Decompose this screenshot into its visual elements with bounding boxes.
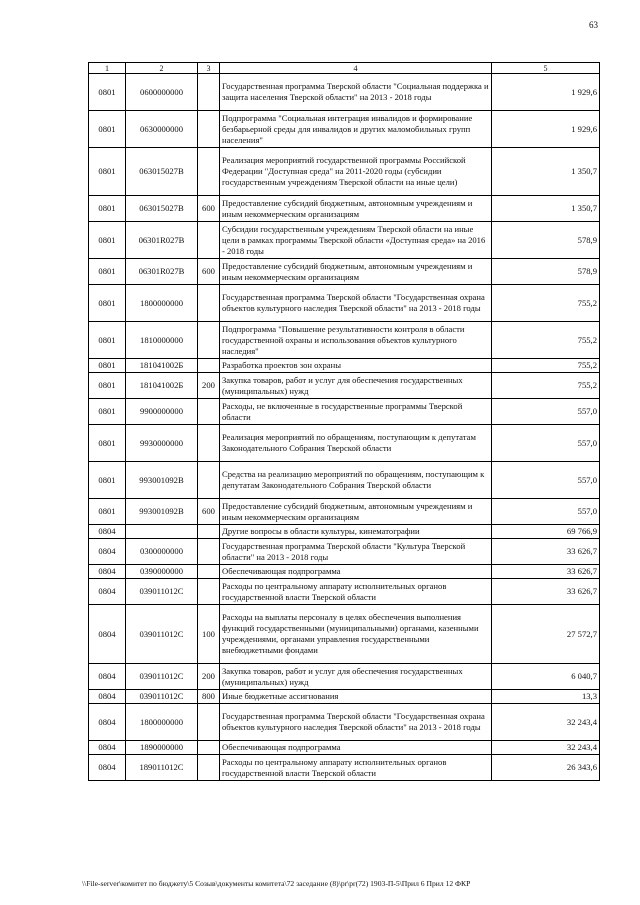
description-cell: Предоставление субсидий бюджетным, автономным учреждениям и иным некоммерческим организациям (220, 499, 492, 525)
target-article-cell: 993001092В (126, 462, 198, 499)
table-row (89, 399, 600, 425)
budget-table (88, 62, 600, 781)
table-row (89, 322, 600, 359)
expense-type-cell (198, 399, 220, 425)
description-cell: Закупка товаров, работ и услуг для обеспечения государственных (муниципальных) нужд (220, 664, 492, 690)
amount-cell: 557,0 (492, 499, 600, 525)
table-row (89, 704, 600, 741)
section-code-cell: 0804 (89, 664, 126, 690)
header-col-4: 4 (220, 63, 492, 74)
section-code-cell: 0804 (89, 704, 126, 741)
header-col-3: 3 (198, 63, 220, 74)
description-cell: Государственная программа Тверской области "Государственная охрана объектов культурного наследия Тверской области" на 2013 - 2018 годы (220, 704, 492, 741)
description-cell: Другие вопросы в области культуры, кинематографии (220, 525, 492, 539)
description-cell: Иные бюджетные ассигнования (220, 690, 492, 704)
description-cell: Государственная программа Тверской области "Культура Тверской области" на 2013 - 2018 годы (220, 539, 492, 565)
amount-cell: 755,2 (492, 322, 600, 359)
table-row (89, 664, 600, 690)
amount-cell: 32 243,4 (492, 704, 600, 741)
target-article-cell: 189011012С (126, 755, 198, 781)
section-code-cell: 0801 (89, 322, 126, 359)
section-code-cell: 0804 (89, 525, 126, 539)
target-article-cell: 1890000000 (126, 741, 198, 755)
expense-type-cell: 600 (198, 499, 220, 525)
section-code-cell: 0804 (89, 565, 126, 579)
section-code-cell: 0804 (89, 741, 126, 755)
amount-cell: 26 343,6 (492, 755, 600, 781)
section-code-cell: 0801 (89, 111, 126, 148)
table-row (89, 373, 600, 399)
table-row (89, 525, 600, 539)
header-row (89, 63, 600, 74)
section-code-cell: 0804 (89, 755, 126, 781)
expense-type-cell (198, 525, 220, 539)
amount-cell: 33 626,7 (492, 539, 600, 565)
table-row (89, 285, 600, 322)
section-code-cell: 0801 (89, 148, 126, 196)
section-code-cell: 0801 (89, 499, 126, 525)
amount-cell: 1 929,6 (492, 111, 600, 148)
target-article-cell: 0300000000 (126, 539, 198, 565)
target-article-cell: 039011012С (126, 664, 198, 690)
file-path-footer: \\File-server\комитет по бюджету\5 Созыв\документы комитета\72 заседание (8)\pr\pr(72) 1903-П-5\Прил 6 Прил 12 ФКР (82, 879, 471, 888)
amount-cell: 1 350,7 (492, 148, 600, 196)
description-cell: Расходы, не включенные в государственные программы Тверской области (220, 399, 492, 425)
amount-cell: 32 243,4 (492, 741, 600, 755)
target-article-cell: 1810000000 (126, 322, 198, 359)
amount-cell: 557,0 (492, 399, 600, 425)
amount-cell: 6 040,7 (492, 664, 600, 690)
description-cell: Реализация мероприятий государственной программы Российской Федерации "Доступная среда" на 2011-2020 годы (субсидии государственным учреждениям Тверской области на иные цели) (220, 148, 492, 196)
description-cell: Расходы по центральному аппарату исполнительных органов государственной власти Тверской области (220, 579, 492, 605)
amount-cell: 1 350,7 (492, 196, 600, 222)
description-cell: Предоставление субсидий бюджетным, автономным учреждениям и иным некоммерческим организациям (220, 259, 492, 285)
description-cell: Расходы на выплаты персоналу в целях обеспечения выполнения функций государственными (муниципальными) органами, казенными учреждениями, органами управления государственными внебюджетными фондами (220, 605, 492, 664)
amount-cell: 557,0 (492, 425, 600, 462)
expense-type-cell (198, 425, 220, 462)
target-article-cell: 0630000000 (126, 111, 198, 148)
page-number: 63 (589, 20, 598, 30)
table-row (89, 579, 600, 605)
expense-type-cell (198, 704, 220, 741)
expense-type-cell (198, 579, 220, 605)
expense-type-cell (198, 565, 220, 579)
section-code-cell: 0801 (89, 425, 126, 462)
description-cell: Расходы по центральному аппарату исполнительных органов государственной власти Тверской области (220, 755, 492, 781)
section-code-cell: 0801 (89, 285, 126, 322)
amount-cell: 755,2 (492, 373, 600, 399)
expense-type-cell (198, 148, 220, 196)
description-cell: Обеспечивающая подпрограмма (220, 565, 492, 579)
amount-cell: 33 626,7 (492, 565, 600, 579)
target-article-cell: 063015027В (126, 148, 198, 196)
table-row (89, 741, 600, 755)
description-cell: Разработка проектов зон охраны (220, 359, 492, 373)
target-article-cell: 039011012С (126, 690, 198, 704)
table-row (89, 222, 600, 259)
table-row (89, 259, 600, 285)
target-article-cell: 9900000000 (126, 399, 198, 425)
description-cell: Закупка товаров, работ и услуг для обеспечения государственных (муниципальных) нужд (220, 373, 492, 399)
target-article-cell (126, 525, 198, 539)
section-code-cell: 0804 (89, 690, 126, 704)
description-cell: Обеспечивающая подпрограмма (220, 741, 492, 755)
section-code-cell: 0804 (89, 579, 126, 605)
section-code-cell: 0801 (89, 196, 126, 222)
table-row (89, 359, 600, 373)
table-row (89, 539, 600, 565)
description-cell: Средства на реализацию мероприятий по обращениям, поступающим к депутатам Законодательного Собрания Тверской области (220, 462, 492, 499)
description-cell: Государственная программа Тверской области "Государственная охрана объектов культурного наследия Тверской области" на 2013 - 2018 годы (220, 285, 492, 322)
table-row (89, 755, 600, 781)
header-col-1: 1 (89, 63, 126, 74)
target-article-cell: 06301R027В (126, 222, 198, 259)
section-code-cell: 0804 (89, 605, 126, 664)
section-code-cell: 0801 (89, 462, 126, 499)
target-article-cell: 0390000000 (126, 565, 198, 579)
target-article-cell: 039011012С (126, 605, 198, 664)
amount-cell: 578,9 (492, 222, 600, 259)
section-code-cell: 0801 (89, 259, 126, 285)
target-article-cell: 9930000000 (126, 425, 198, 462)
expense-type-cell: 200 (198, 664, 220, 690)
expense-type-cell: 800 (198, 690, 220, 704)
expense-type-cell: 600 (198, 196, 220, 222)
expense-type-cell (198, 462, 220, 499)
table-row (89, 462, 600, 499)
section-code-cell: 0801 (89, 399, 126, 425)
table-row (89, 499, 600, 525)
header-col-5: 5 (492, 63, 600, 74)
description-cell: Подпрограмма "Социальная интеграция инвалидов и формирование безбарьерной среды для инвалидов и других маломобильных групп населения" (220, 111, 492, 148)
amount-cell: 69 766,9 (492, 525, 600, 539)
table-row (89, 196, 600, 222)
amount-cell: 33 626,7 (492, 579, 600, 605)
expense-type-cell (198, 285, 220, 322)
expense-type-cell (198, 322, 220, 359)
amount-cell: 755,2 (492, 359, 600, 373)
target-article-cell: 1800000000 (126, 285, 198, 322)
target-article-cell: 0600000000 (126, 74, 198, 111)
section-code-cell: 0801 (89, 222, 126, 259)
header-col-2: 2 (126, 63, 198, 74)
expense-type-cell (198, 111, 220, 148)
description-cell: Подпрограмма "Повышение результативности контроля в области государственной охраны и использования объектов культурного наследия" (220, 322, 492, 359)
table-row (89, 111, 600, 148)
amount-cell: 1 929,6 (492, 74, 600, 111)
expense-type-cell: 600 (198, 259, 220, 285)
target-article-cell: 181041002Б (126, 359, 198, 373)
amount-cell: 557,0 (492, 462, 600, 499)
table-row (89, 148, 600, 196)
amount-cell: 27 572,7 (492, 605, 600, 664)
expense-type-cell: 200 (198, 373, 220, 399)
section-code-cell: 0801 (89, 373, 126, 399)
description-cell: Государственная программа Тверской области "Социальная поддержка и защита населения Тверской области" на 2013 - 2018 годы (220, 74, 492, 111)
target-article-cell: 06301R027В (126, 259, 198, 285)
expense-type-cell (198, 222, 220, 259)
expense-type-cell (198, 755, 220, 781)
target-article-cell: 181041002Б (126, 373, 198, 399)
description-cell: Субсидии государственным учреждениям Тверской области на иные цели в рамках программы Тверской области «Доступная среда» на 2016 - 2018 годы (220, 222, 492, 259)
table-row (89, 690, 600, 704)
table-row (89, 425, 600, 462)
section-code-cell: 0804 (89, 539, 126, 565)
table-row (89, 74, 600, 111)
table-row (89, 565, 600, 579)
expense-type-cell (198, 359, 220, 373)
table-row (89, 605, 600, 664)
section-code-cell: 0801 (89, 359, 126, 373)
amount-cell: 578,9 (492, 259, 600, 285)
description-cell: Реализация мероприятий по обращениям, поступающим к депутатам Законодательного Собрания Тверской области (220, 425, 492, 462)
amount-cell: 755,2 (492, 285, 600, 322)
target-article-cell: 993001092В (126, 499, 198, 525)
target-article-cell: 039011012С (126, 579, 198, 605)
expense-type-cell (198, 539, 220, 565)
amount-cell: 13,3 (492, 690, 600, 704)
target-article-cell: 063015027В (126, 196, 198, 222)
target-article-cell: 1800000000 (126, 704, 198, 741)
expense-type-cell (198, 741, 220, 755)
description-cell: Предоставление субсидий бюджетным, автономным учреждениям и иным некоммерческим организациям (220, 196, 492, 222)
section-code-cell: 0801 (89, 74, 126, 111)
expense-type-cell (198, 74, 220, 111)
expense-type-cell: 100 (198, 605, 220, 664)
